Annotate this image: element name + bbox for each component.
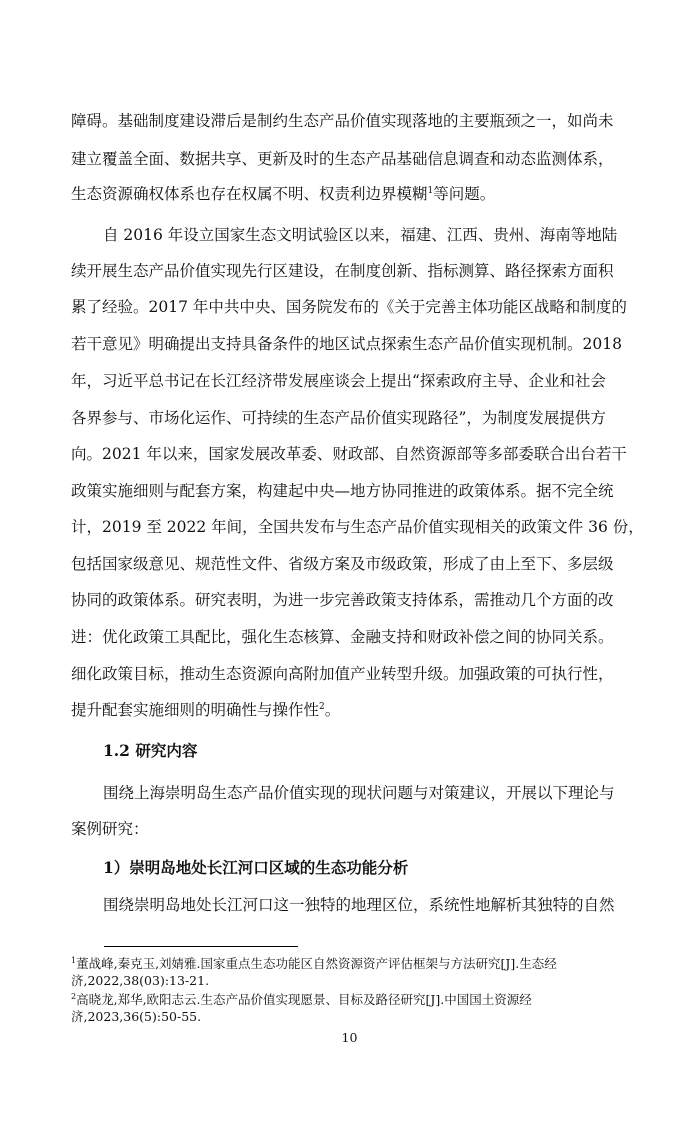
body-line: 向。2021 年以来，国家发展改革委、财政部、自然资源部等多部委联合出台若干 <box>71 445 627 463</box>
page-number: 10 <box>341 1030 358 1045</box>
body-line: 围绕崇明岛地处长江河口这一独特的地理区位，系统性地解析其独特的自然 <box>103 896 615 914</box>
body-line: 若干意见》明确提出支持具备条件的地区试点探索生态产品价值实现机制。2018 <box>71 335 622 353</box>
body-line: 包括国家级意见、规范性文件、省级方案及市级政策，形成了由上至下、多层级 <box>71 555 614 573</box>
body-line <box>71 184 495 204</box>
body-text: 生态资源确权体系也存在权属不明、权责利边界模糊 <box>71 185 428 203</box>
body-line: 政策实施细则与配套方案，构建起中央—地方协同推进的政策体系。据不完全统 <box>71 482 614 500</box>
footnote-text: 高晓龙,郑华,欧阳志云.生态产品价值实现愿景、目标及路径研究[J].中国国土资源经 <box>76 992 532 1007</box>
body-line: 建立覆盖全面、数据共享、更新及时的生态产品基础信息调查和动态监测体系， <box>71 150 614 168</box>
body-line: 协同的政策体系。研究表明，为进一步完善政策支持体系，需推动几个方面的改 <box>71 591 614 609</box>
footnote-reference[interactable]: 1 <box>427 185 434 196</box>
body-line: 围绕上海崇明岛生态产品价值实现的现状问题与对策建议，开展以下理论与 <box>103 784 615 802</box>
body-line: 续开展生态产品价值实现先行区建设，在制度创新、指标测算、路径探索方面积 <box>71 262 614 280</box>
body-line: 进：优化政策工具配比，强化生态核算、金融支持和财政补偿之间的协同关系。 <box>71 628 614 646</box>
footnote-1-cont: 济,2022,38(03):13-21. <box>71 973 210 988</box>
body-text: 提升配套实施细则的明确性与操作性 <box>71 701 320 719</box>
body-line: 累了经验。2017 年中共中央、国务院发布的《关于完善主体功能区战略和制度的 <box>71 298 627 316</box>
footnote-2-cont: 济,2023,36(5):50-55. <box>71 1009 202 1024</box>
footnote-2 <box>71 991 532 1008</box>
body-line: 年，习近平总书记在长江经济带发展座谈会上提出“探索政府主导、企业和社会 <box>71 372 606 390</box>
subsection-heading: 1）崇明岛地处长江河口区域的生态功能分析 <box>103 858 409 877</box>
footnote-divider <box>104 946 298 947</box>
body-line: 自 2016 年设立国家生态文明试验区以来，福建、江西、贵州、海南等地陆 <box>103 226 618 244</box>
body-text: 等问题。 <box>433 185 496 203</box>
footnote-1 <box>71 955 557 972</box>
footnote-text: 董战峰,秦克玉,刘婧雅.国家重点生态功能区自然资源资产评估框架与方法研究[J].生态经 <box>76 956 557 971</box>
footnote-mark: 2 <box>71 991 77 1001</box>
body-line <box>71 700 340 720</box>
body-line: 计，2019 至 2022 年间，全国共发布与生态产品价值实现相关的政策文件 36 份， <box>71 518 644 536</box>
footnote-reference[interactable]: 2 <box>319 701 325 712</box>
body-line: 细化政策目标，推动生态资源向高附加值产业转型升级。加强政策的可执行性， <box>71 665 614 683</box>
body-text: 。 <box>324 701 341 719</box>
section-heading: 1.2 研究内容 <box>103 741 198 760</box>
body-line: 各界参与、市场化运作、可持续的生态产品价值实现路径”，为制度发展提供方 <box>71 409 606 427</box>
body-line: 障碍。基础制度建设滞后是制约生态产品价值实现落地的主要瓶颈之一，如尚未 <box>71 112 614 130</box>
body-line: 案例研究： <box>71 820 149 838</box>
footnote-mark: 1 <box>71 955 77 965</box>
